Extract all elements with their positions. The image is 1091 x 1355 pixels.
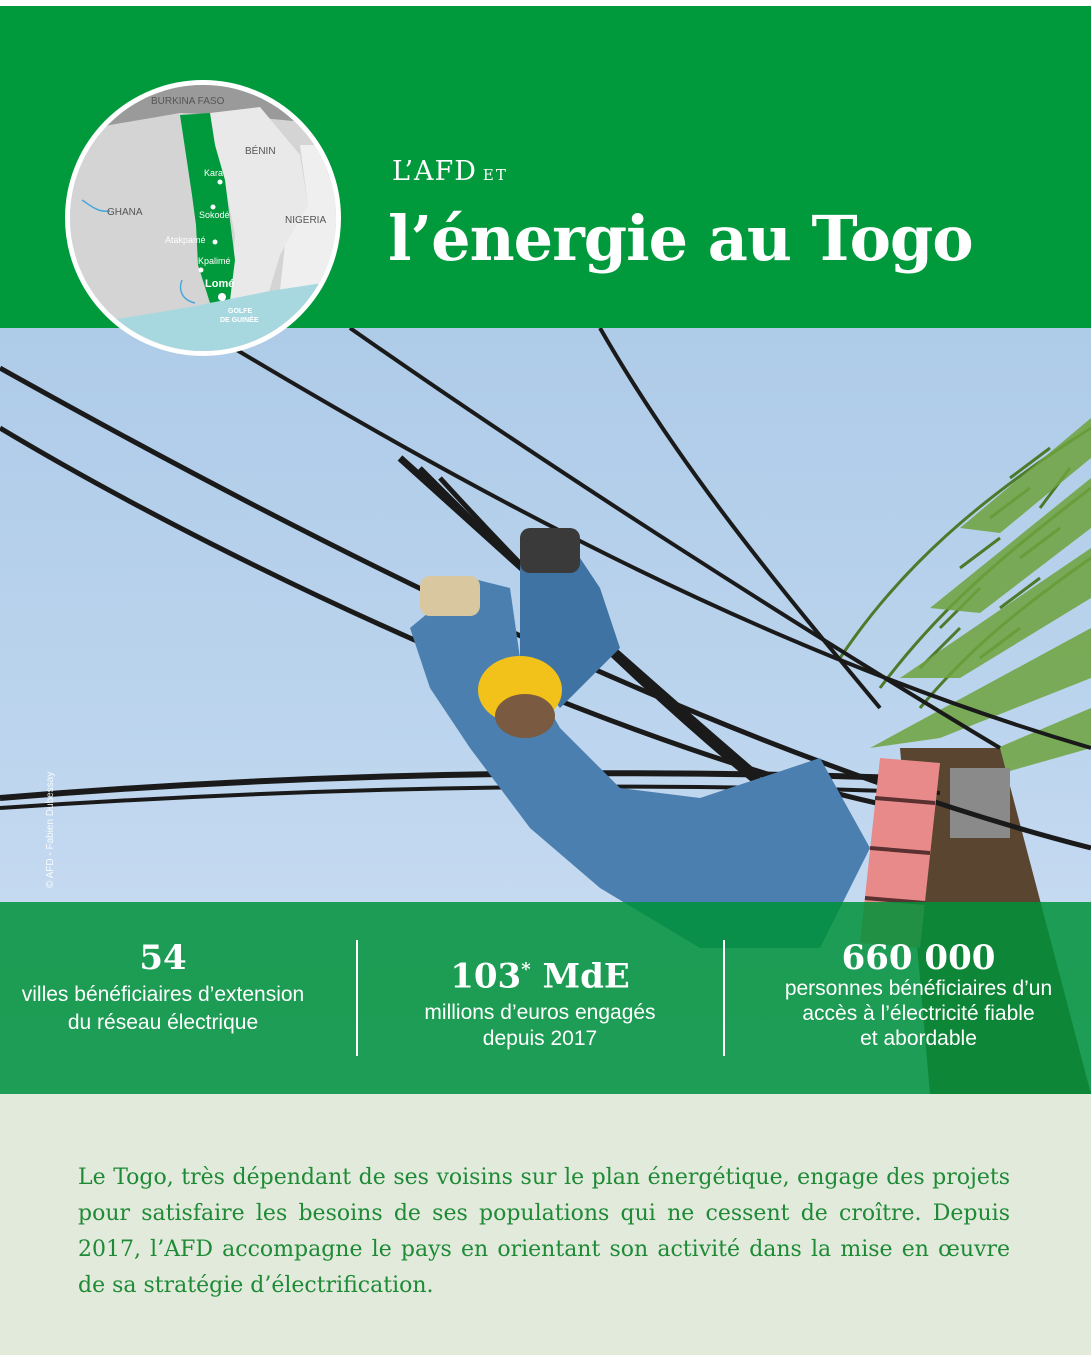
header-kicker — [392, 156, 508, 187]
map-label-sokode: Sokodé — [199, 210, 230, 220]
city-dot-sokode — [211, 205, 216, 210]
photo-credit: © AFD - Fabien Dubessay — [45, 771, 56, 888]
page-title: l’énergie au Togo — [388, 202, 973, 275]
stat-villes — [0, 902, 326, 1094]
stat-villes-number: 54 — [139, 938, 187, 978]
stat-personnes-desc-1: personnes bénéficiaires d’un — [784, 977, 1053, 1000]
kicker-main: L’AFD — [392, 156, 477, 187]
stat-euros-desc-1: millions d’euros engagés — [424, 1001, 656, 1025]
stat-villes-desc-1: villes bénéficiaires d’extension — [21, 983, 305, 1006]
map-label-burkina: BURKINA FASO — [151, 96, 225, 107]
intro-paragraph: Le Togo, très dépendant de ses voisins sur le plan énergétique, engage des projets pour satisfaire les besoins de ses populations qui ne cessent de croître. Depuis 2017, l’AFD accompagne le pays en orientant son activité dans la mise en œuvre de sa stratégie d’électrification. — [78, 1165, 1010, 1298]
worker-face — [495, 694, 555, 738]
stat-personnes-desc-3: et abordable — [860, 1027, 977, 1050]
map-label-kara: Kara — [204, 168, 224, 178]
stat-personnes — [746, 902, 1091, 1094]
stat-personnes-number: 660 000 — [841, 938, 996, 978]
pole-hardware — [950, 768, 1010, 838]
map-label-golfe-2: DE GUINÉE — [220, 317, 259, 324]
kicker-small: ET — [482, 166, 508, 184]
stat-euros-asterisk: * — [521, 959, 531, 980]
stat-euros-desc-2: depuis 2017 — [482, 1027, 598, 1051]
city-dot-lome — [218, 293, 226, 301]
city-dot-atakpame — [213, 240, 218, 245]
stat-euros-number-main: 103 — [450, 956, 522, 997]
stat-villes-desc-2: du réseau électrique — [67, 1011, 259, 1034]
city-dot-kara — [218, 180, 223, 185]
stat-euros-unit: MdE — [530, 956, 630, 997]
palm-leaves — [870, 418, 1091, 798]
stat-personnes-desc-2: accès à l’électricité fiable — [802, 1002, 1035, 1025]
map-label-golfe-1: GOLFE — [228, 308, 253, 315]
left-glove — [420, 576, 480, 616]
map-label-ghana: GHANA — [107, 207, 143, 218]
stat-euros-number — [380, 950, 700, 996]
stats-divider-1 — [356, 940, 358, 1056]
map-label-atakpame: Atakpamé — [165, 235, 206, 245]
map-label-benin: BÉNIN — [245, 146, 276, 157]
city-dot-kpalime — [199, 268, 204, 273]
stats-band — [0, 902, 1091, 1094]
right-glove — [520, 528, 580, 573]
worker-figure — [410, 528, 870, 948]
map-label-kpalime: Kpalimé — [198, 256, 231, 266]
togo-map — [65, 80, 341, 356]
map-label-lome: Lomé — [205, 278, 235, 290]
intro-section — [0, 1094, 1091, 1355]
map-label-nigeria: NIGERIA — [285, 215, 327, 226]
stat-euros — [380, 902, 700, 1094]
stats-divider-2 — [723, 940, 725, 1056]
